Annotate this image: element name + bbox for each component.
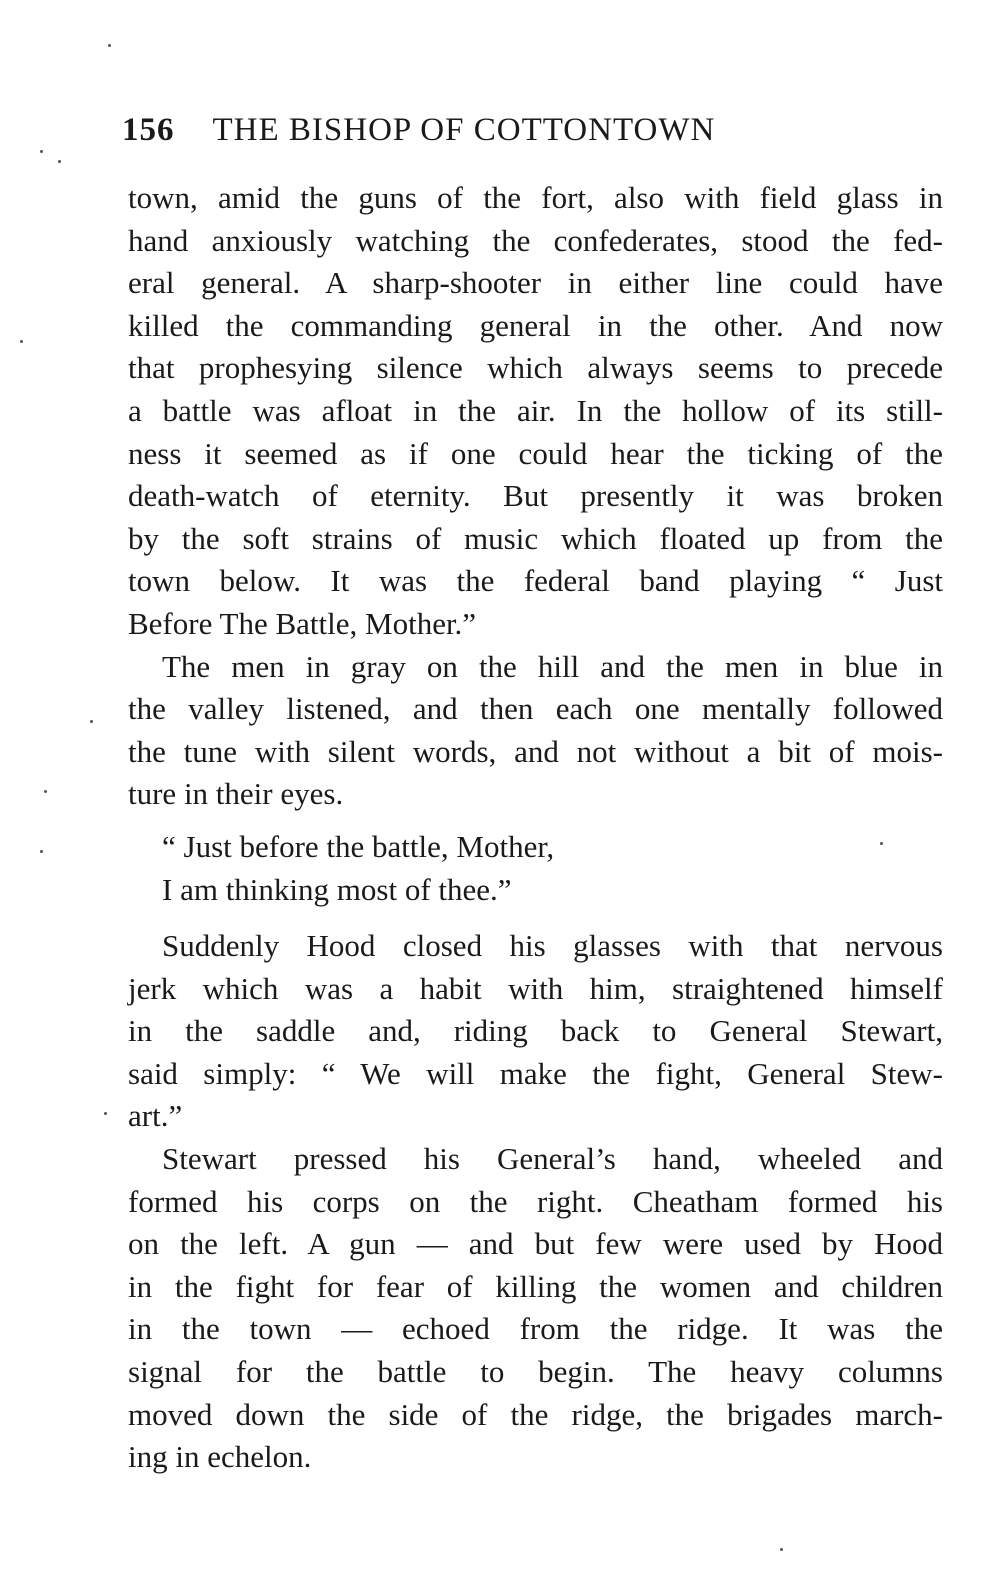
scan-speck: [20, 340, 23, 343]
text-line: moved down the side of the ridge, the brigades march-: [128, 1396, 943, 1432]
text-line: jerk which was a habit with him, straightened himself: [128, 970, 943, 1006]
scan-speck: [108, 44, 111, 47]
text-line: town, amid the guns of the fort, also with field glass in: [128, 180, 943, 215]
text-line: Suddenly Hood closed his glasses with that nervous: [162, 928, 943, 964]
text-line: that prophesying silence which always seems to precede: [128, 350, 943, 386]
text-line: Before The Battle, Mother.”: [128, 605, 477, 641]
scan-speck: [780, 1548, 783, 1551]
text-line: formed his corps on the right. Cheatham formed his: [128, 1183, 943, 1219]
page-number: 156: [122, 112, 175, 148]
verse-line: “ Just before the battle, Mother,: [162, 828, 555, 864]
text-line: killed the commanding general in the other. And now: [128, 307, 943, 343]
text-line: in the saddle and, riding back to General Stewart,: [128, 1013, 943, 1049]
text-line: the tune with silent words, and not without a bit of mois-: [128, 733, 943, 769]
paragraph-2: [128, 646, 943, 816]
running-head: [122, 112, 842, 152]
text-line: ture in their eyes.: [128, 776, 344, 812]
scan-speck: [880, 842, 883, 845]
text-line: the valley listened, and then each one mentally followed: [128, 691, 943, 727]
text-line: ing in echelon.: [128, 1439, 312, 1475]
text-line: art.”: [128, 1098, 183, 1134]
text-line: death-watch of eternity. But presently it was broken: [128, 478, 943, 514]
text-line: by the soft strains of music which floated up from the: [128, 520, 943, 556]
text-line: on the left. A gun — and but few were used by Hood: [128, 1226, 943, 1262]
text-line: a battle was afloat in the air. In the hollow of its still-: [128, 392, 943, 428]
scan-speck: [44, 790, 47, 793]
text-line: in the fight for fear of killing the women and children: [128, 1268, 943, 1304]
scan-speck: [40, 850, 43, 853]
paragraph-4: [128, 1138, 943, 1479]
text-line: The men in gray on the hill and the men in blue in: [162, 648, 943, 684]
verse-line: I am thinking most of thee.”: [162, 871, 512, 907]
text-line: hand anxiously watching the confederates, stood the fed-: [128, 222, 943, 258]
text-line: Stewart pressed his General’s hand, wheeled and: [162, 1141, 943, 1177]
scan-speck: [40, 150, 43, 153]
text-line: signal for the battle to begin. The heavy columns: [128, 1354, 943, 1390]
scan-speck: [90, 720, 93, 723]
text-line: eral general. A sharp-shooter in either line could have: [128, 265, 943, 301]
scan-speck: [58, 160, 61, 163]
text-line: ness it seemed as if one could hear the ticking of the: [128, 435, 943, 471]
text-line: said simply: “ We will make the fight, General Stew-: [128, 1055, 943, 1091]
scan-speck: [104, 1112, 107, 1115]
text-line: in the town — echoed from the ridge. It was the: [128, 1311, 943, 1347]
paragraph-1: [128, 177, 943, 646]
text-line: town below. It was the federal band playing “ Just: [128, 563, 943, 599]
paragraph-3: [128, 925, 943, 1138]
body-text: [128, 177, 943, 1479]
verse-quote: [128, 826, 943, 911]
running-title: THE BISHOP OF COTTONTOWN: [212, 112, 716, 148]
